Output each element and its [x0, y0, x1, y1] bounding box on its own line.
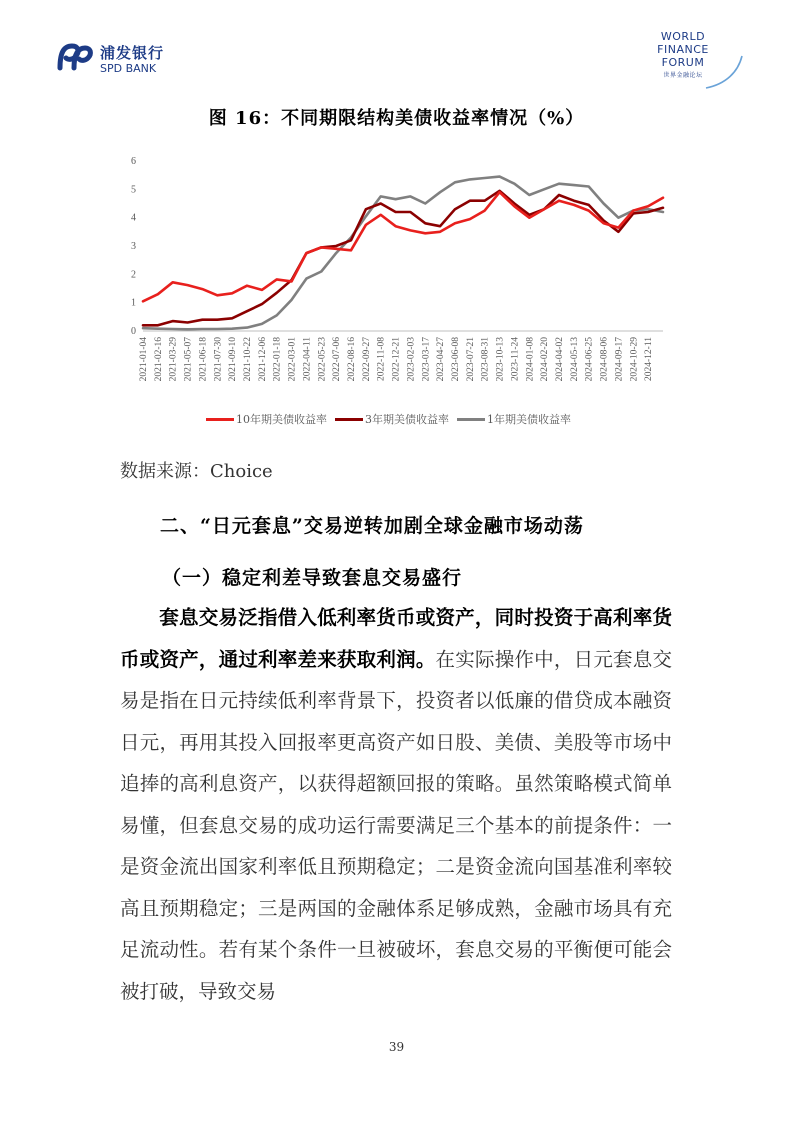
paragraph-text: 在实际操作中，日元套息交易是指在日元持续低利率背景下，投资者以低廉的借贷成本融资日元，再用其投入回报率更高资产如日股、美债、美股等市场中追捧的高利息资产，以获得超额回报的策略。虽然策略模式简单易懂，但套息交易的成功运行需要满足三个基本的前提条件：一是资金流出国家利率低且预期稳定；二是资金流向国基准利率较高且预期稳定；三是两国的金融体系足够成熟，金融市场具有充足流动性。若有某个条件一旦被破坏，套息交易的平衡便可能会被打破，导致交易: [120, 647, 672, 1003]
y-tick-label: 6: [131, 156, 136, 167]
x-tick-label: 2022-04-11: [302, 337, 313, 381]
x-tick-label: 2022-08-16: [347, 337, 357, 382]
y-tick-label: 5: [131, 184, 136, 196]
legend-item-1y: [457, 411, 571, 427]
spd-logo-chinese: 浦发银行: [100, 44, 165, 62]
x-tick-label: 2024-05-13: [569, 337, 580, 382]
series-line-2: [143, 177, 663, 330]
x-tick-label: 2022-07-06: [332, 337, 343, 382]
legend-swatch-3y: [335, 418, 363, 421]
x-tick-label: 2024-02-20: [540, 337, 551, 382]
section-heading: 二、“日元套息”交易逆转加剧全球金融市场动荡: [160, 515, 584, 537]
x-tick-label: 2023-03-17: [421, 337, 432, 382]
x-tick-label: 2021-01-04: [139, 337, 149, 382]
x-tick-label: 2021-12-06: [257, 337, 268, 382]
y-tick-label: 2: [131, 269, 136, 281]
legend-label-10y: 10年期美债收益率: [236, 413, 327, 426]
x-tick-label: 2023-08-31: [480, 337, 491, 382]
spd-bank-logo: [56, 40, 206, 80]
x-tick-label: 2024-01-08: [525, 337, 536, 382]
x-tick-label: 2021-05-07: [183, 337, 194, 382]
x-tick-label: 2024-12-11: [644, 337, 655, 381]
x-tick-label: 2024-08-06: [599, 336, 610, 382]
x-tick-label: 2023-02-03: [406, 337, 417, 382]
x-tick-label: 2021-06-18: [198, 337, 209, 382]
y-tick-label: 4: [131, 212, 136, 224]
legend-label-3y: 3年期美债收益率: [365, 413, 449, 426]
figure-title: 图 16：不同期限结构美债收益率情况（%）: [208, 108, 585, 129]
x-tick-label: 2022-12-21: [391, 337, 402, 382]
y-tick-label: 1: [131, 297, 136, 309]
page-number: 39: [388, 1040, 405, 1054]
x-tick-label: 2021-02-16: [153, 337, 164, 382]
x-tick-label: 2022-09-27: [361, 337, 372, 382]
x-tick-label: 2021-07-30: [213, 337, 224, 382]
y-tick-label: 3: [131, 241, 136, 252]
sub-heading: （一）稳定利差导致套息交易盛行: [162, 567, 463, 589]
series-line-1: [143, 191, 663, 325]
x-tick-label: 2022-03-01: [287, 337, 298, 382]
x-tick-label: 2024-04-02: [555, 337, 565, 382]
legend-swatch-1y: [457, 418, 485, 421]
series-line-0: [143, 192, 663, 301]
x-tick-label: 2024-09-17: [614, 337, 625, 382]
world-finance-forum-logo: [628, 30, 758, 96]
x-tick-label: 2022-01-18: [272, 337, 283, 382]
legend-item-10y: [206, 411, 327, 427]
x-tick-label: 2021-03-29: [168, 337, 179, 382]
x-tick-label: 2024-06-25: [584, 337, 595, 382]
body-paragraph: [120, 597, 672, 1012]
wff-line-3: FORUM: [661, 56, 705, 69]
wff-line-1: WORLD: [660, 30, 706, 43]
paragraph-bold-lead: 套息交易泛指借入低利率货币或资产，同时投资于高利率货币或资产，通过利率差来获取利润。: [120, 606, 672, 671]
x-tick-label: 2023-11-24: [510, 337, 521, 381]
chart-legend: [206, 411, 579, 427]
legend-label-1y: 1年期美债收益率: [487, 413, 571, 426]
x-tick-label: 2023-06-08: [451, 337, 461, 382]
x-tick-label: 2022-05-23: [317, 337, 328, 382]
spd-logo-english: SPD BANK: [100, 62, 157, 75]
x-tick-label: 2023-07-21: [465, 337, 476, 382]
spd-logo-icon: [56, 42, 94, 72]
wff-line-2: FINANCE: [657, 43, 709, 56]
wff-chinese: 世界金融论坛: [663, 72, 703, 79]
x-tick-label: 2023-04-27: [436, 337, 447, 382]
data-source-note: 数据来源：Choice: [120, 461, 273, 482]
x-tick-label: 2021-09-10: [228, 337, 239, 382]
y-tick-label: 0: [131, 326, 136, 337]
x-tick-label: 2021-10-22: [243, 337, 253, 382]
yield-line-chart: [118, 150, 678, 400]
legend-item-3y: [335, 411, 449, 427]
legend-swatch-10y: [206, 418, 234, 421]
x-tick-label: 2022-11-08: [376, 337, 387, 381]
x-tick-label: 2023-10-13: [495, 337, 506, 382]
x-tick-label: 2024-10-29: [629, 337, 640, 382]
